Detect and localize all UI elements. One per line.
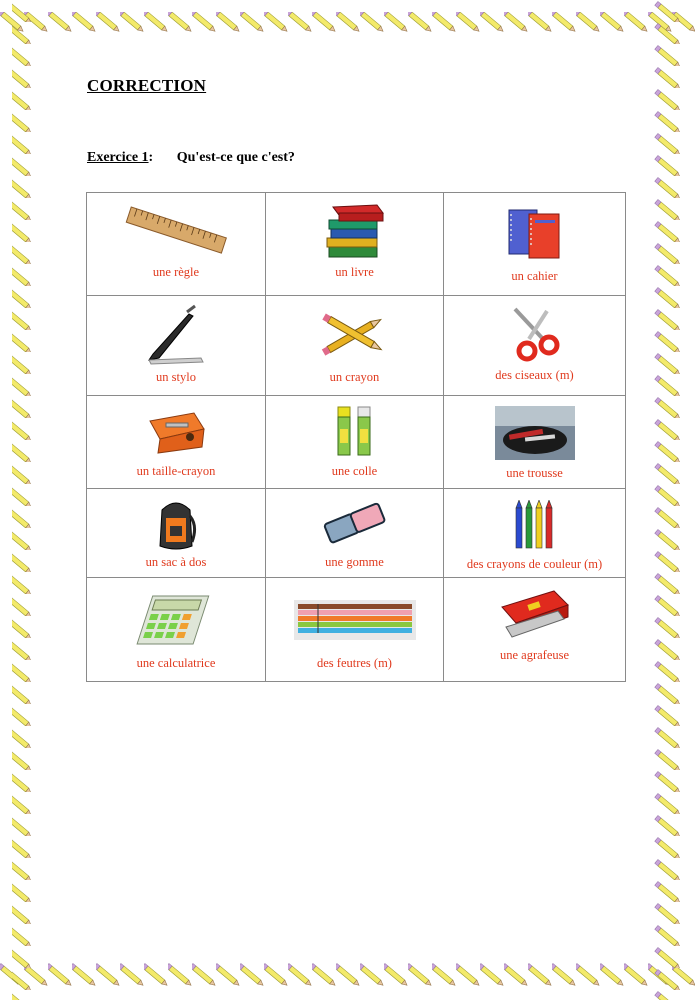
pen-icon	[87, 296, 265, 370]
pencil-border-bottom	[0, 954, 695, 1000]
glue-stick-icon	[266, 396, 443, 464]
vocab-cell	[444, 578, 626, 682]
word-label: une agrafeuse	[499, 648, 570, 662]
word-label: une trousse	[506, 466, 563, 480]
colored-pencils-icon	[444, 489, 625, 557]
vocab-cell	[444, 396, 626, 489]
word-label: un stylo	[156, 370, 196, 384]
notebooks-icon	[444, 193, 625, 269]
vocab-cell	[87, 296, 266, 396]
vocab-cell	[87, 489, 266, 578]
sharpener-icon	[87, 396, 265, 464]
vocab-cell	[444, 489, 626, 578]
exercise-question: Qu'est-ce que c'est?	[176, 150, 295, 165]
table-row	[87, 193, 626, 296]
word-label: une gomme	[325, 555, 384, 569]
vocab-cell	[266, 193, 444, 296]
word-label: des ciseaux (m)	[495, 368, 574, 382]
vocab-cell	[87, 193, 266, 296]
vocab-cell	[266, 296, 444, 396]
eraser-icon	[266, 489, 443, 555]
markers-icon	[266, 578, 443, 656]
ruler-icon	[87, 193, 265, 265]
vocab-cell	[266, 578, 444, 682]
word-label: un crayon	[329, 370, 380, 384]
word-label: une colle	[331, 464, 378, 478]
table-row	[87, 489, 626, 578]
backpack-icon	[87, 489, 265, 555]
word-label: des crayons de couleur (m)	[466, 557, 603, 571]
pencil-border-top	[0, 0, 695, 46]
books-icon	[266, 193, 443, 265]
scissors-icon	[444, 296, 625, 368]
word-label: un livre	[335, 265, 374, 279]
word-label: une calculatrice	[136, 656, 216, 670]
stapler-icon	[444, 578, 625, 648]
table-row	[87, 296, 626, 396]
pencils-icon	[266, 296, 443, 370]
word-label: des feutres (m)	[317, 656, 392, 670]
vocab-cell	[444, 296, 626, 396]
word-label: un sac à dos	[145, 555, 207, 569]
vocab-cell	[87, 578, 266, 682]
table-row	[87, 396, 626, 489]
table-row	[87, 578, 626, 682]
pencil-border-right	[649, 0, 695, 1000]
vocab-cell	[266, 396, 444, 489]
pencil-case-icon	[444, 396, 625, 466]
word-label: un taille-crayon	[136, 464, 216, 478]
pencil-border-left	[0, 0, 46, 1000]
vocab-cell	[266, 489, 444, 578]
vocab-cell	[444, 193, 626, 296]
exercise-colon: :	[148, 150, 154, 165]
vocab-cell	[87, 396, 266, 489]
page-title: CORRECTION	[87, 76, 207, 95]
calculator-icon	[87, 578, 265, 656]
exercise-heading	[87, 150, 295, 166]
word-label: une règle	[152, 265, 200, 279]
exercise-label: Exercice 1	[87, 150, 149, 165]
word-label: un cahier	[511, 269, 558, 283]
vocabulary-table	[86, 192, 626, 682]
